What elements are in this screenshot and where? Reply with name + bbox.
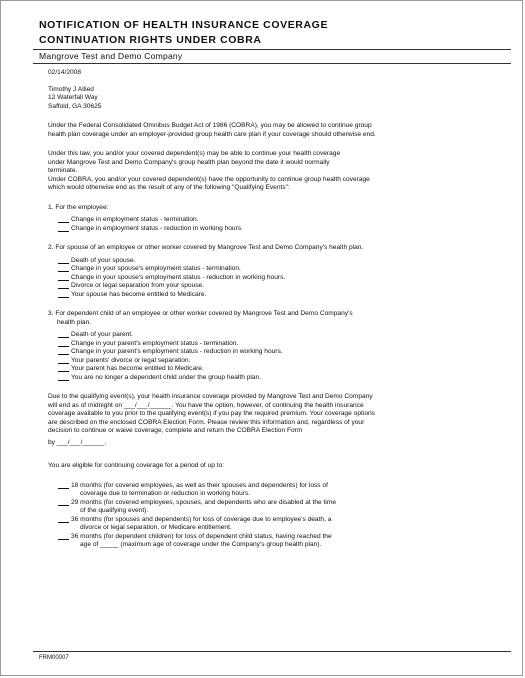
qualifying-line: are described on the enclosed COBRA Election Form. Please review this information and, regardless of your bbox=[48, 418, 365, 426]
intro-paragraph-3 bbox=[48, 176, 488, 193]
checklist-item bbox=[48, 257, 488, 266]
checklist-item-label: Divorce or legal separation from your spouse. bbox=[71, 282, 205, 289]
letter-date: 02/14/2008 bbox=[48, 69, 82, 76]
coverage-option bbox=[48, 533, 488, 550]
letter-body bbox=[48, 69, 488, 550]
intro-p1-line: health plan coverage under an employer-provided group health care plan if your coverage should otherwise end. bbox=[48, 130, 376, 138]
recipient-city: Saffold, GA 30625 bbox=[48, 102, 102, 110]
qualifying-line: coverage available to you prior to the qualifying event(s) if you pay the required premium. Your coverage options bbox=[48, 410, 375, 417]
intro-p3-line: Under COBRA, you and/or your covered dependent(s) have the opportunity to continue group health coverage bbox=[48, 175, 370, 183]
checklist-item bbox=[48, 282, 488, 291]
form-id: FRM00007 bbox=[39, 655, 69, 661]
check-blank[interactable] bbox=[58, 348, 69, 355]
check-blank[interactable] bbox=[58, 331, 69, 338]
checklist-item-label: Change in employment status - termination. bbox=[71, 216, 199, 223]
recipient-street: 12 Waterfall Way bbox=[48, 94, 98, 101]
checklist-item bbox=[48, 340, 488, 349]
checklist-item-label: Change in your parent's employment status - reduction in working hours. bbox=[71, 348, 283, 355]
coverage-option-line: divorce or legal separation, or Medicare entitlement. bbox=[80, 524, 232, 531]
checklist-item-label: Your spouse has become entitled to Medicare. bbox=[71, 290, 207, 298]
intro-p3-line: which would otherwise end as the result of any of the following "Qualifying Events": bbox=[48, 184, 290, 191]
checklist-item-label: Change in your spouse's employment status - termination. bbox=[71, 265, 241, 272]
checklist-item bbox=[48, 357, 488, 366]
header-rule-top bbox=[33, 49, 511, 50]
check-blank[interactable] bbox=[58, 374, 69, 381]
checklist-item-label: Death of your parent. bbox=[71, 331, 133, 338]
checklist-item bbox=[48, 274, 488, 283]
check-blank[interactable] bbox=[58, 225, 69, 232]
qualifying-line: decision to continue or waive coverage, complete and return the COBRA Election Form bbox=[48, 427, 303, 434]
coverage-option-line: 36 months (for spouses and dependents) for loss of coverage due to employee's death, a bbox=[71, 515, 332, 523]
checklist-item bbox=[48, 291, 488, 300]
coverage-option-line: 29 months (for covered employees, spouses, and dependents who are disabled at the time bbox=[71, 498, 337, 506]
checklist-item-label: Death of your spouse. bbox=[71, 256, 136, 264]
footer-rule bbox=[33, 651, 511, 652]
checklist-item bbox=[48, 331, 488, 340]
intro-p2-line: terminate. bbox=[48, 167, 78, 174]
checklist-item-label: Change in your spouse's employment status - reduction in working hours. bbox=[71, 273, 286, 281]
coverage-option-line: age of _____ (maximum age of coverage under the Company's group health plan). bbox=[80, 541, 322, 548]
intro-p2-line: Under this law, you and/or your covered dependent(s) may be able to continue your health coverage bbox=[48, 150, 341, 157]
title-line-2: CONTINUATION RIGHTS UNDER COBRA bbox=[39, 34, 262, 46]
check-blank[interactable] bbox=[58, 340, 69, 347]
section-1-heading: 1. For the employee: bbox=[48, 203, 109, 211]
intro-p1-line: Under the Federal Consolidated Omnibus Budget Act of 1986 (COBRA), you may be allowed to continue group bbox=[48, 122, 372, 129]
qualifying-line: by ___/___/______. bbox=[48, 438, 107, 446]
checklist-item bbox=[48, 374, 488, 383]
coverage-option bbox=[48, 499, 488, 516]
qualifying-event-paragraph bbox=[48, 393, 488, 447]
checklist-item-label: Your parent has become entitled to Medicare. bbox=[71, 365, 204, 372]
title-line-1: NOTIFICATION OF HEALTH INSURANCE COVERAGE bbox=[39, 19, 329, 31]
coverage-option-line: coverage due to termination or reduction in working hours. bbox=[80, 490, 251, 497]
intro-p2-line: under Mangrove Test and Demo Company's group health plan beyond the date it would normally bbox=[48, 158, 330, 166]
check-blank[interactable] bbox=[58, 516, 69, 523]
check-blank[interactable] bbox=[58, 257, 69, 264]
section-2-heading: 2. For spouse of an employee or other worker covered by Mangrove Test and Demo Company's health plan. bbox=[48, 244, 364, 251]
section-3-heading: 3. For dependent child of an employee or other worker covered by Mangrove Test and Demo Company's bbox=[48, 310, 353, 317]
coverage-option-line: 18 months (for covered employees, as well as their spouses and dependents) for loss of bbox=[71, 481, 328, 489]
check-blank[interactable] bbox=[58, 265, 69, 272]
coverage-option-line: 36 months (for dependent children) for loss of dependent child status, having reached the bbox=[71, 532, 332, 540]
coverage-option bbox=[48, 516, 488, 533]
checklist-item-label: Change in your parent's employment status - termination. bbox=[71, 339, 239, 347]
check-blank[interactable] bbox=[58, 533, 69, 540]
checklist-item-label: Your parents' divorce or legal separation. bbox=[71, 356, 191, 364]
check-blank[interactable] bbox=[58, 274, 69, 281]
document-title bbox=[39, 18, 328, 48]
section-3-heading-cont: health plan. bbox=[57, 318, 92, 326]
check-blank[interactable] bbox=[58, 357, 69, 364]
check-blank[interactable] bbox=[58, 499, 69, 506]
checklist-item bbox=[48, 216, 488, 225]
checklist-item bbox=[48, 265, 488, 274]
check-blank[interactable] bbox=[58, 365, 69, 372]
company-name: Mangrove Test and Demo Company bbox=[39, 51, 183, 61]
checklist-item bbox=[48, 348, 488, 357]
checklist-item-label: You are no longer a dependent child under the group health plan. bbox=[71, 373, 262, 381]
qualifying-line: Due to the qualifying event(s), your health insurance coverage provided by Mangrove Test and Demo Company bbox=[48, 393, 373, 400]
recipient-name: Timothy J Allied bbox=[48, 85, 94, 93]
check-blank[interactable] bbox=[58, 291, 69, 298]
header-rule-bottom bbox=[33, 63, 511, 64]
qualifying-line: will end as of midnight on ___/___/______. You have the option, however, of continuing the health insurance bbox=[48, 401, 364, 409]
eligibility-intro: You are eligible for continuing coverage for a period of up to: bbox=[48, 462, 225, 469]
check-blank[interactable] bbox=[58, 482, 69, 489]
checklist-item bbox=[48, 225, 488, 234]
checklist-item bbox=[48, 365, 488, 374]
intro-paragraph-2 bbox=[48, 150, 488, 176]
check-blank[interactable] bbox=[58, 216, 69, 223]
intro-paragraph-1 bbox=[48, 122, 488, 139]
check-blank[interactable] bbox=[58, 282, 69, 289]
coverage-option bbox=[48, 482, 488, 499]
checklist-item-label: Change in employment status - reduction in working hours. bbox=[71, 224, 243, 232]
coverage-option-line: of the qualifying event). bbox=[80, 507, 149, 514]
